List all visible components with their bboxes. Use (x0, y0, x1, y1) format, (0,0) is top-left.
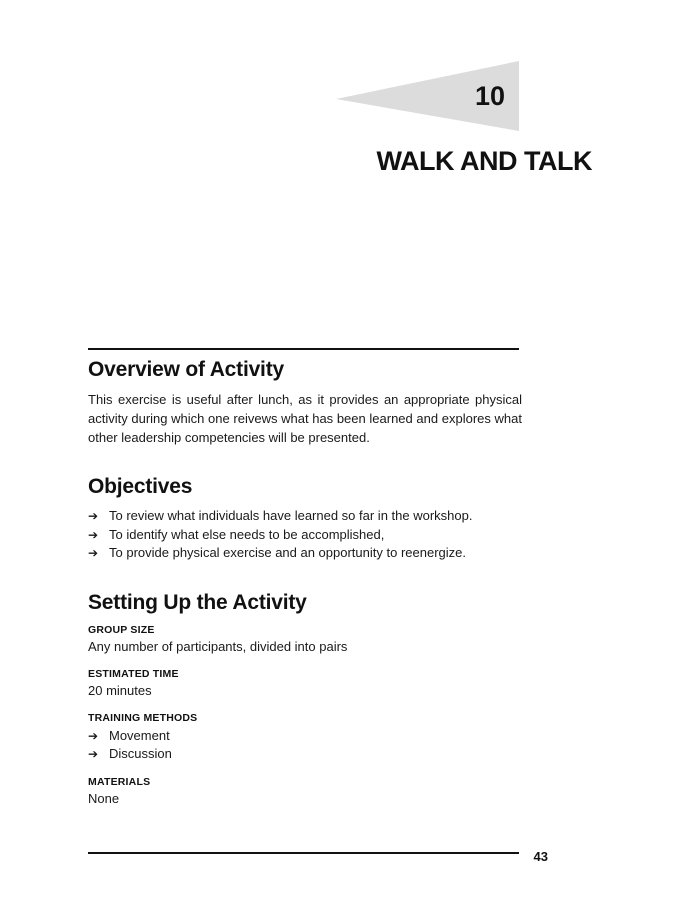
objective-text: To identify what else needs to be accomplished, (109, 526, 385, 542)
objective-text: To provide physical exercise and an opportunity to reenergize. (109, 545, 466, 560)
objectives-section (88, 475, 522, 563)
training-method-text: Discussion (109, 746, 172, 761)
estimated-time-label: ESTIMATED TIME (88, 667, 179, 680)
estimated-time-value: 20 minutes (88, 682, 152, 698)
training-methods-label: TRAINING METHODS (88, 711, 198, 724)
chapter-title: WALK AND TALK (376, 146, 592, 176)
list-item (88, 745, 522, 764)
page-number: 43 (533, 849, 548, 864)
objectives-heading: Objectives (88, 475, 193, 498)
arrow-right-icon: ➔ (88, 509, 99, 523)
list-item (88, 526, 522, 545)
setup-heading: Setting Up the Activity (88, 590, 307, 614)
training-method-text: Movement (109, 727, 170, 743)
estimated-time-block (88, 668, 522, 700)
objective-text: To review what individuals have learned so far in the workshop. (109, 508, 473, 523)
overview-text: This exercise is useful after lunch, as it provides an appropriate physical activity during which one reivews what has been learned and explores what other leadership competencies will be presented. (88, 392, 522, 445)
list-item (88, 727, 522, 746)
setup-section (88, 591, 522, 808)
chapter-tab (336, 61, 519, 131)
overview-section (88, 358, 522, 447)
materials-block (88, 776, 522, 808)
page-content (88, 358, 522, 836)
bottom-divider (88, 852, 519, 854)
group-size-block (88, 624, 522, 656)
arrow-right-icon: ➔ (88, 546, 99, 560)
top-divider (88, 348, 519, 350)
training-methods-block (88, 712, 522, 764)
overview-heading: Overview of Activity (88, 358, 284, 381)
arrow-right-icon: ➔ (88, 527, 99, 542)
group-size-value: Any number of participants, divided into pairs (88, 638, 348, 654)
training-methods-list (88, 727, 522, 764)
chapter-number: 10 (474, 81, 505, 111)
list-item (88, 507, 522, 526)
arrow-right-icon: ➔ (88, 728, 99, 743)
objectives-list (88, 507, 522, 563)
list-item (88, 544, 522, 563)
group-size-label: GROUP SIZE (88, 623, 155, 636)
materials-label: MATERIALS (88, 775, 151, 788)
materials-value: None (88, 790, 120, 806)
arrow-right-icon: ➔ (88, 747, 99, 761)
